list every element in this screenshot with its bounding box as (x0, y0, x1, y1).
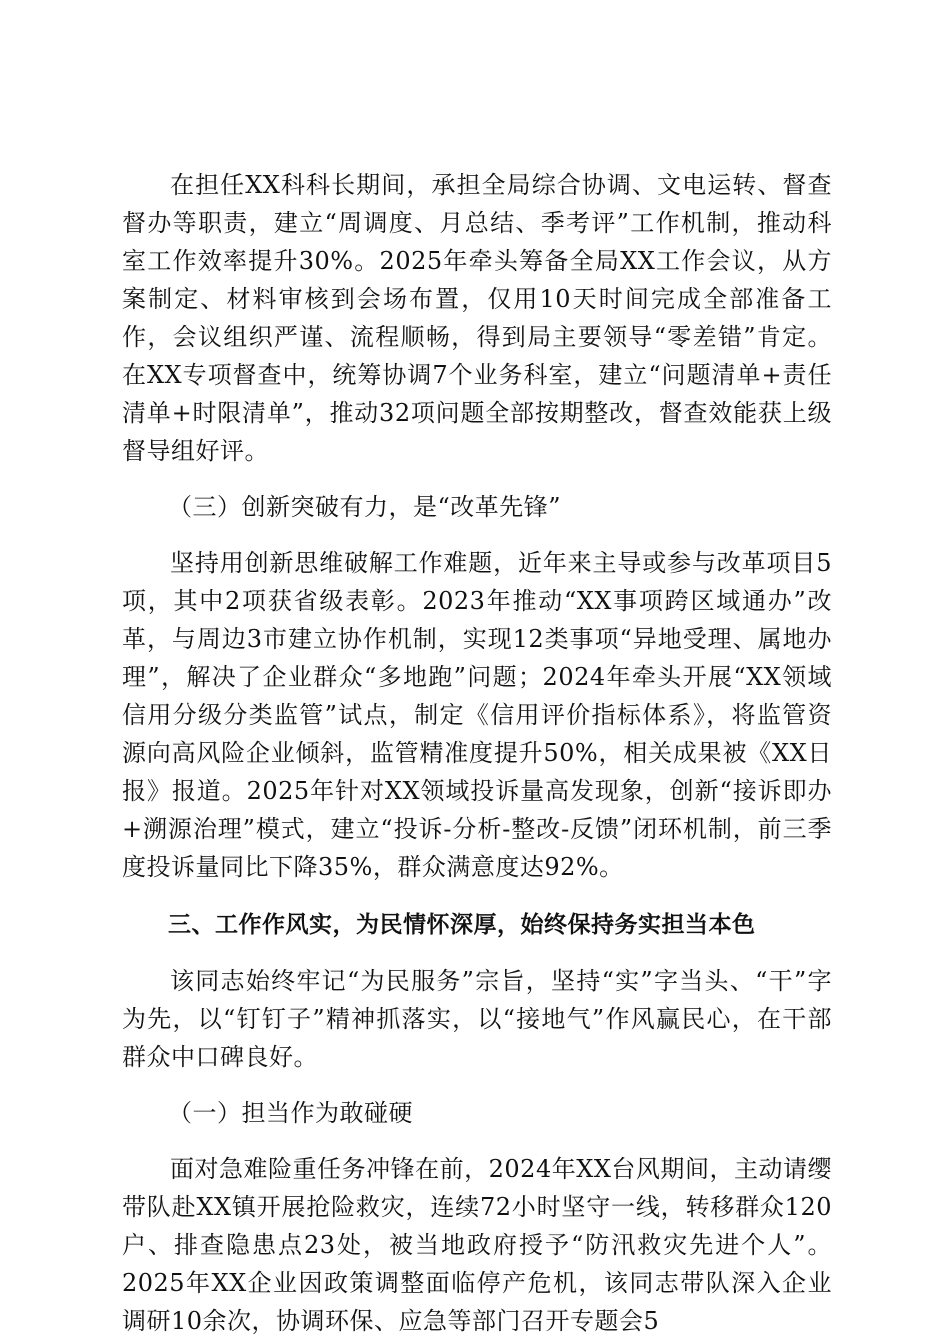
subheading-responsibility: （一）担当作为敢碰硬 (168, 1099, 413, 1127)
paragraph-section-chief-duties: 在担任XX科科长期间，承担全局综合协调、文电运转、督查督办等职责，建立“周调度、月总结、季考评”工作机制，推动科室工作效率提升30%。2025年牵头筹备全局XX工作会议，从方案制定、材料审核到会场布置，仅用10天时间完成全部准备工作，会议组织严谨、流程顺畅，得到局主要领导“零差错”肯定。在XX专项督查中，统筹协调7个业务科室，建立“问题清单+责任清单+时限清单”，推动32项问题全部按期整改，督查效能获上级督导组好评。 (122, 171, 832, 465)
document-body (122, 166, 832, 1340)
paragraph-innovation: 坚持用创新思维破解工作难题，近年来主导或参与改革项目5项，其中2项获省级表彰。2023年推动“XX事项跨区域通办”改革，与周边3市建立协作机制，实现12类事项“异地受理、属地办理”，解决了企业群众“多地跑”问题；2024年牵头开展“XX领域信用分级分类监管”试点，制定《信用评价指标体系》，将监管资源向高风险企业倾斜，监管精准度提升50%，相关成果被《XX日报》报道。2025年针对XX领域投诉量高发现象，创新“接诉即办+溯源治理”模式，建立“投诉-分析-整改-反馈”闭环机制，前三季度投诉量同比下降35%，群众满意度达92%。 (122, 549, 832, 881)
section-heading-work-style: 三、工作作风实，为民情怀深厚，始终保持务实担当本色 (168, 912, 756, 938)
paragraph-responsibility: 面对急难险重任务冲锋在前，2024年XX台风期间，主动请缨带队赴XX镇开展抢险救灾，连续72小时坚守一线，转移群众120户、排查隐患点23处，被当地政府授予“防汛救灾先进个人”。2025年XX企业因政策调整面临停产危机，该同志带队深入企业调研10余次，协调环保、应急等部门召开专题会5 (122, 1155, 832, 1335)
paragraph-work-style: 该同志始终牢记“为民服务”宗旨，坚持“实”字当头、“干”字为先，以“钉钉子”精神抓落实，以“接地气”作风赢民心，在干部群众中口碑良好。 (122, 967, 832, 1071)
subheading-innovation: （三）创新突破有力，是“改革先锋” (168, 493, 562, 521)
